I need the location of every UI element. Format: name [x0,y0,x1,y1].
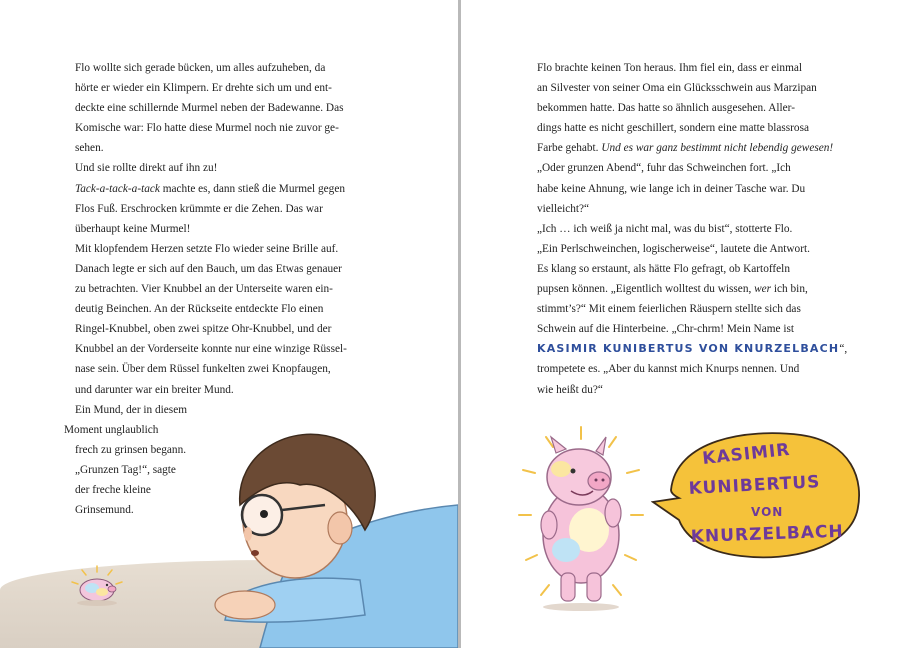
boy-flo-illustration [200,410,458,648]
paragraph: Und sie rollte direkt auf ihn zu! [75,162,218,175]
pearl-pig-kasimir-illustration [511,425,651,615]
paragraph: Flo wollte sich gerade bücken, um alles aufzuheben, da hörte er wieder ein Klimpern. Er drehte sich um und ent- deckte eine schillernde Murmel neben der Badewanne. Das Komische war: Flo hatte diese Murmel noch nie zuvor ge- sehen. [75,62,344,155]
bubble-line-1: KASIMIR [701,439,792,469]
paragraph: „Oder grunzen Abend“, fuhr das Schweinchen fort. „Ich habe keine Ahnung, wie lange ich in deiner Tasche war. Du vielleicht?“ [537,162,806,215]
right-page [461,0,919,648]
tiny-pearl-pig-illustration [62,560,132,610]
right-page-text [526,58,858,400]
pig-name-highlight: KASIMIR KUNIBERTUS VON KNURZELBACH [537,342,840,356]
paragraph: Flo brachte keinen Ton heraus. Ihm fiel ein, dass er einmal an Silvester von seiner Oma ein Glücksschwein aus Marzipan bekommen hatte. Das hatte so ähnlich ausgesehen. Aller- dings hatte es nicht geschillert, sondern eine matte blassrosa Farbe gehabt. Und es war ganz bestimmt nicht lebendig gewesen! [537,62,834,155]
paragraph: Ein Mund, der in diesem Moment unglaublich frech zu grinsen begann. „Grunzen Tag!“, sagte der freche kleine Grinsemund. [64,403,188,517]
speech-bubble [651,420,866,565]
paragraph: „Ich … ich weiß ja nicht mal, was du bist“, stotterte Flo. [537,222,793,235]
paragraph: Mit klopfendem Herzen setzte Flo wieder seine Brille auf. Danach legte er sich auf den Bauch, um das Etwas genauer zu betrachten. Vier Knubbel an der Unterseite waren ein- deutig Beinchen. An der Rückseite entdeckte Flo einen Ringel-Knubbel, oben zwei spitze Ohr-Knubbel, und der Knubbel an der Vorderseite konnte nur eine winzige Rüssel- nase sein. Über dem Rüssel funkelten zwei Knopfaugen, und darunter war ein breiter Mund. [75,242,347,396]
bubble-line-3: VON [751,505,784,519]
paragraph: „Ein Perlschweinchen, logischerweise“, lautete die Antwort. Es klang so erstaunt, als hätte Flo gefragt, ob Kartoffeln pupsen können. „Eigentlich wolltest du wissen, wer ich bin, stimmt’s?“ Mit einem feierlichen Räuspern stellte sich das Schwein auf die Hinterbeine. „Chr-chrm! Mein Name ist KASIMIR KUNIBERTUS VON KNURZELBACH“, trompetete es. „Aber du kannst mich Knurps nennen. Und wie heißt du?“ [537,242,848,396]
onomatopoeia: Tack-a-tack-a-tack [75,182,160,195]
left-page [0,0,458,648]
bubble-line-2: KUNIBERTUS [688,472,821,499]
paragraph: Tack-a-tack-a-tack machte es, dann stieß die Murmel gegen Flos Fuß. Erschrocken krümmte er die Zehen. Das war überhaupt keine Murmel! [75,182,345,235]
bubble-line-4: KNURZELBACH [690,521,844,547]
